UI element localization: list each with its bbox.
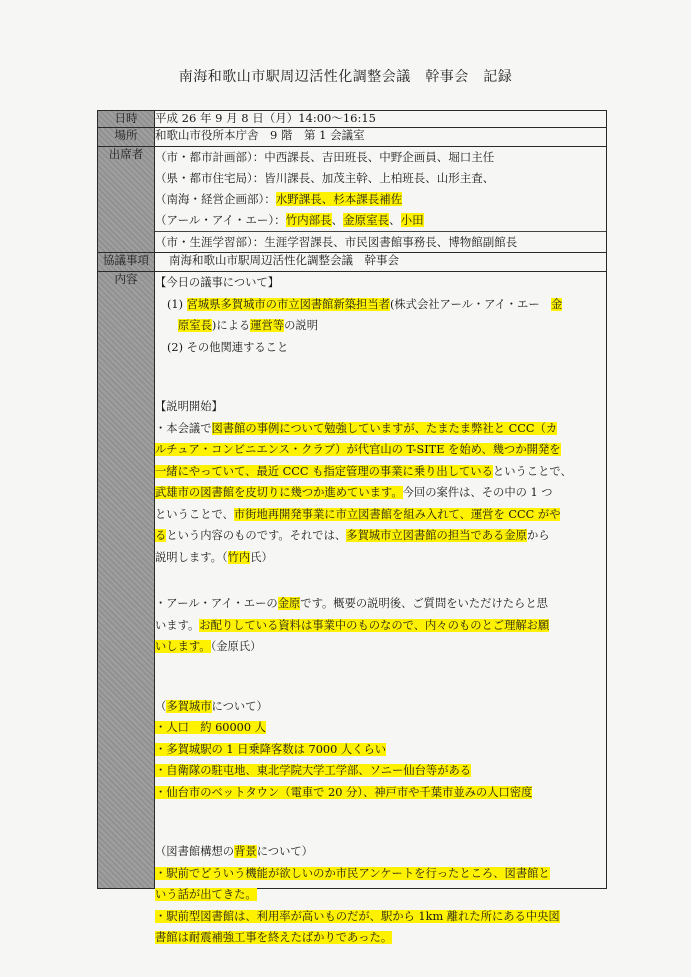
date-label: 日時 [98,111,155,128]
document-title: 南海和歌山市駅周辺活性化調整会議 幹事会 記録 [178,69,513,85]
agenda-item-1-cont: 原室長)による運営等の説明 [178,319,319,332]
bullet-line: ・多賀城駅の 1 日乗降客数は 7000 人くらい [155,742,387,756]
highlight: 小田 [400,213,424,227]
agenda-item-1: (1) 宮城県多賀城市の市立図書館新築担当者(株式会社アール・アイ・エー 金 [167,297,563,311]
record-table [97,110,607,944]
highlight: 金原室長 [343,213,390,227]
explanation-heading: 【説明開始】 [155,400,223,413]
agenda-heading: 【今日の議事について】 [155,276,280,289]
attendee-line-city: （市・都市計画部）：中西課長、吉田班長、中野企画員、堀口主任 [155,150,495,164]
date-value: 平成 26 年 9 月 8 日（月）14:00～16:15 [155,111,607,128]
agenda-value: 南海和歌山市駅周辺活性化調整会議 幹事会 [155,253,607,272]
paragraph-line: いします。（金原氏） [155,640,262,653]
paragraph-line: 一緒にやっていて、最近 CCC も指定管理の事業に乗り出しているということで、 [155,464,572,478]
place-label: 場所 [98,128,155,147]
paragraph-line: ・本会議で図書館の事例について勉強していますが、たまたま弊社と CCC（カ [155,421,558,435]
section-heading: （多賀城市について） [155,699,268,713]
agenda-item-2: (2) その他関連すること [167,340,289,354]
bullet-line: ・駅前型図書館は、利用率が高いものだが、駅から 1km 離れた所にある中央図 [155,909,560,923]
attendee-line-edu: （市・生涯学習部）：生涯学習課長、市民図書館事務長、博物館副館長 [155,231,606,252]
attendee-line-pref: （県・都市住宅局）：皆川課長、加茂主幹、上柏班長、山形主査、 [155,171,495,185]
bullet-line: 書館は耐震補強工事を終えたばかりであった。 [155,931,393,944]
agenda-label: 協議事項 [98,253,155,272]
bullet-line: ・仙台市のベットタウン（電車で 20 分）、神戸市や千葉市並みの人口密度 [155,785,533,799]
section-heading: （図書館構想の背景について） [155,845,313,858]
bullet-line: ・駅前でどういう機能が欲しいのか市民アンケートを行ったところ、図書館と [155,866,550,880]
attendees-value [155,147,607,253]
highlight: 水野課長、杉本課長補佐 [275,192,403,206]
paragraph-line: 説明します。（竹内氏） [155,550,273,564]
bullet-line: いう話が出てきた。 [155,888,257,901]
paragraph-line: ルチュア・コンビニエンス・クラブ）が代官山の T-SITE を始め、幾つか開発を [155,443,561,456]
paragraph-line: ・アール・アイ・エーの金原です。概要の説明後、ご質問をいただけたらと思 [155,597,548,610]
place-value: 和歌山市役所本庁舎 9 階 第 1 会議室 [155,128,607,147]
paragraph-line: 武雄市の図書館を皮切りに幾つか進めています。今回の案件は、その中の 1 つ [155,486,553,499]
content-value [155,272,607,944]
paragraph-line: るという内容のものです。それでは、多賀城市立図書館の担当である金原から [155,529,550,542]
bullet-line: ・人口 約 60000 人 [155,721,266,734]
bullet-line: ・自衛隊の駐屯地、東北学院大学工学部、ソニー仙台等がある [155,764,472,777]
attendee-line-ria: （アール・アイ・エー）：竹内部長、金原室長、小田 [155,213,424,227]
attendees-label: 出席者 [98,147,155,253]
attendee-line-nankai: （南海・経営企画部）：水野課長、杉本課長補佐 [155,192,403,206]
highlight: 竹内部長 [285,213,332,227]
paragraph-line: ということで、市街地再開発事業に市立図書館を組み入れて、運営を CCC がや [155,507,561,521]
content-label: 内容 [98,272,155,889]
paragraph-line: います。お配りしている資料は事業中のものなので、内々のものとご理解お願 [155,618,550,632]
